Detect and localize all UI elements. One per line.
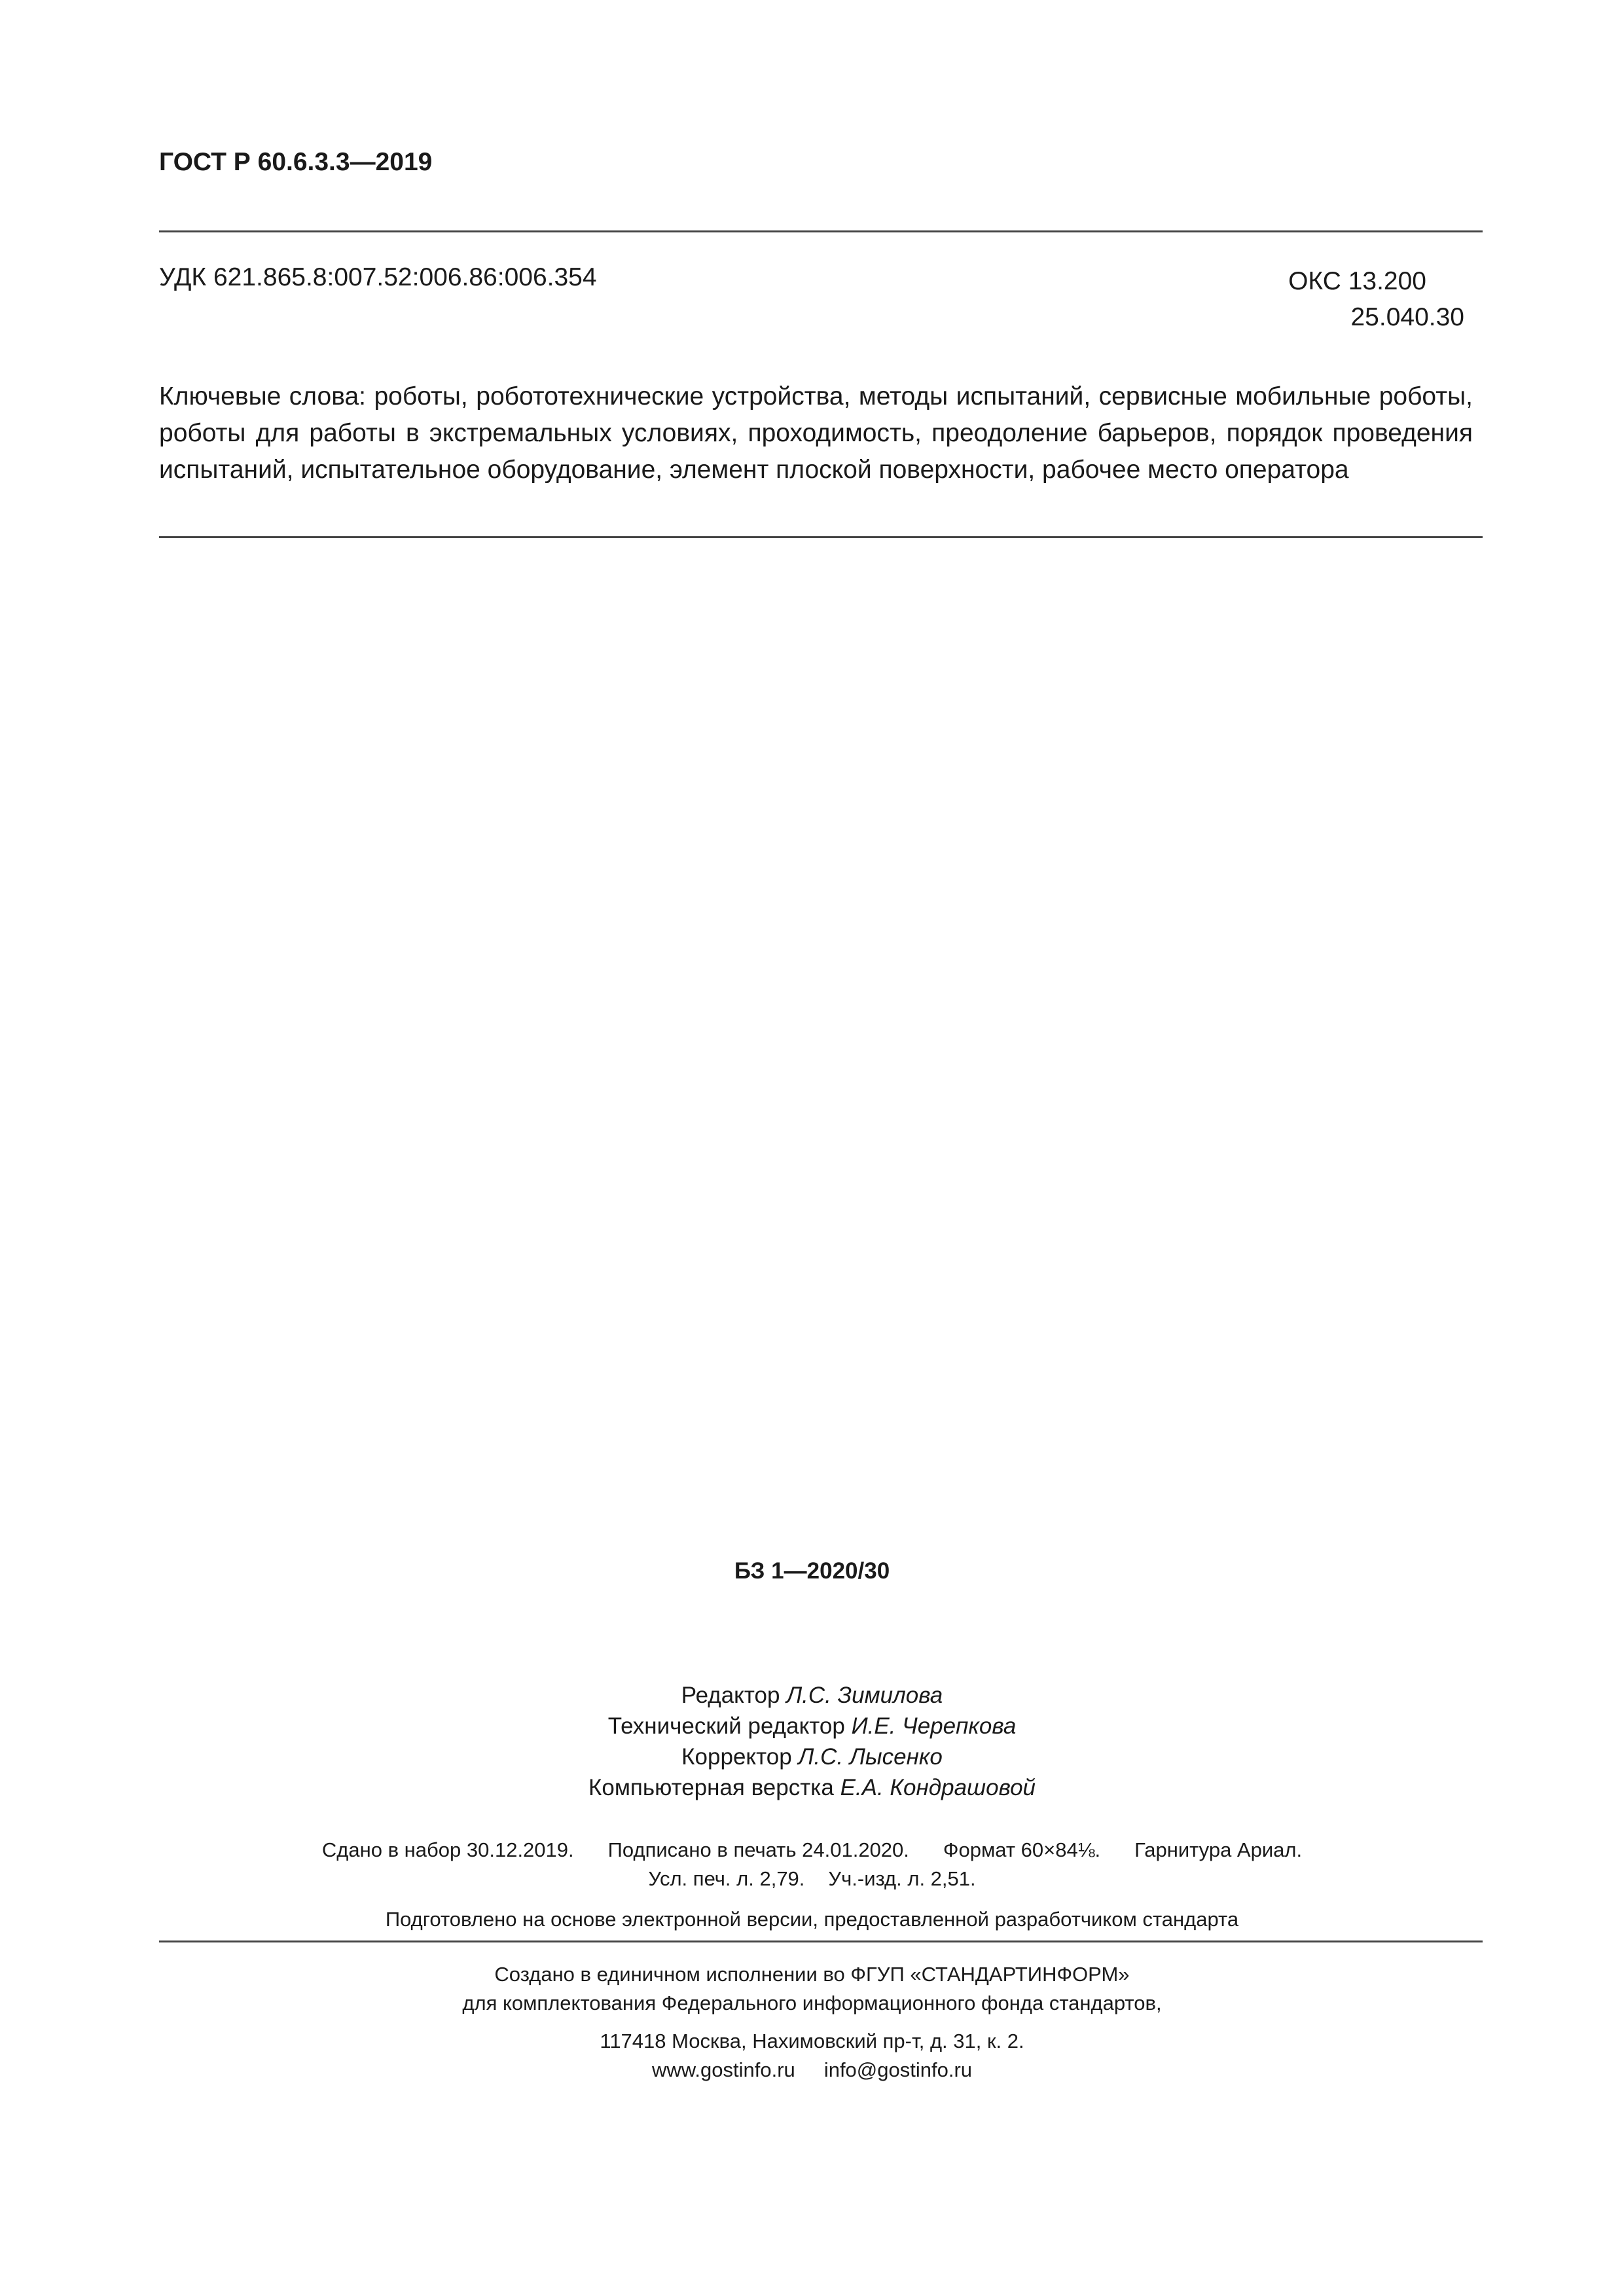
paper-format: Формат 60×84⅛. — [943, 1838, 1101, 1861]
oks-line-1: ОКС 13.200 — [1288, 267, 1426, 295]
standard-header: ГОСТ Р 60.6.3.3—2019 — [159, 148, 433, 176]
oks-line-2: 25.040.30 — [1350, 303, 1464, 331]
credit-role: Редактор — [681, 1683, 780, 1708]
footer-contacts — [0, 2056, 1624, 2085]
footer-line-2: для комплектования Федерального информационного фонда стандартов, — [462, 1992, 1162, 2014]
divider-top — [159, 230, 1483, 232]
credit-role: Компьютерная верстка — [588, 1775, 834, 1800]
prepared-note: Подготовлено на основе электронной версии, предоставленной разработчиком стандарта — [385, 1908, 1239, 1931]
credit-name: Л.С. Зимилова — [786, 1683, 943, 1708]
credit-name: Л.С. Лысенко — [798, 1744, 943, 1770]
printed-sheets: Усл. печ. л. 2,79. — [648, 1867, 805, 1890]
credit-role: Корректор — [681, 1744, 792, 1770]
oks-codes — [1231, 263, 1464, 335]
credit-role: Технический редактор — [607, 1713, 845, 1739]
footer-address: 117418 Москва, Нахимовский пр-т, д. 31, к. 2. — [600, 2030, 1024, 2052]
print-info-block — [0, 1836, 1624, 1893]
credits-block — [0, 1680, 1624, 1803]
footer-line-1: Создано в единичном исполнении во ФГУП «СТАНДАРТИНФОРМ» — [494, 1963, 1130, 1986]
divider-footer — [159, 1941, 1483, 1942]
bz-label: БЗ 1—2020/30 — [734, 1558, 890, 1584]
credit-layout — [0, 1772, 1624, 1803]
credit-tech-editor — [0, 1711, 1624, 1741]
divider-keywords — [159, 536, 1483, 538]
publisher-footer — [0, 1960, 1624, 2085]
print-info-line-2 — [0, 1865, 1624, 1893]
email-link[interactable]: info@gostinfo.ru — [823, 2058, 973, 2081]
print-info-line-1 — [0, 1836, 1624, 1865]
credit-proofreader — [0, 1741, 1624, 1772]
keywords-paragraph: Ключевые слова: роботы, робототехнические устройства, методы испытаний, сервисные мобильные роботы, роботы для работы в экстремальных условиях, проходимость, преодоление барьеров, порядок проведения испытаний, испытательное оборудование, элемент плоской поверхности, рабочее место оператора — [159, 382, 1473, 484]
website-link[interactable]: www.gostinfo.ru — [651, 2058, 795, 2081]
credit-editor — [0, 1680, 1624, 1711]
udk-code: УДК 621.865.8:007.52:006.86:006.354 — [159, 263, 597, 291]
credit-name: И.Е. Черепкова — [851, 1713, 1017, 1739]
submitted-date: Сдано в набор 30.12.2019. — [321, 1838, 574, 1861]
signed-date: Подписано в печать 24.01.2020. — [607, 1838, 909, 1861]
credit-name: Е.А. Кондрашовой — [840, 1775, 1036, 1800]
typeface: Гарнитура Ариал. — [1134, 1838, 1303, 1861]
publisher-sheets: Уч.-изд. л. 2,51. — [828, 1867, 976, 1890]
